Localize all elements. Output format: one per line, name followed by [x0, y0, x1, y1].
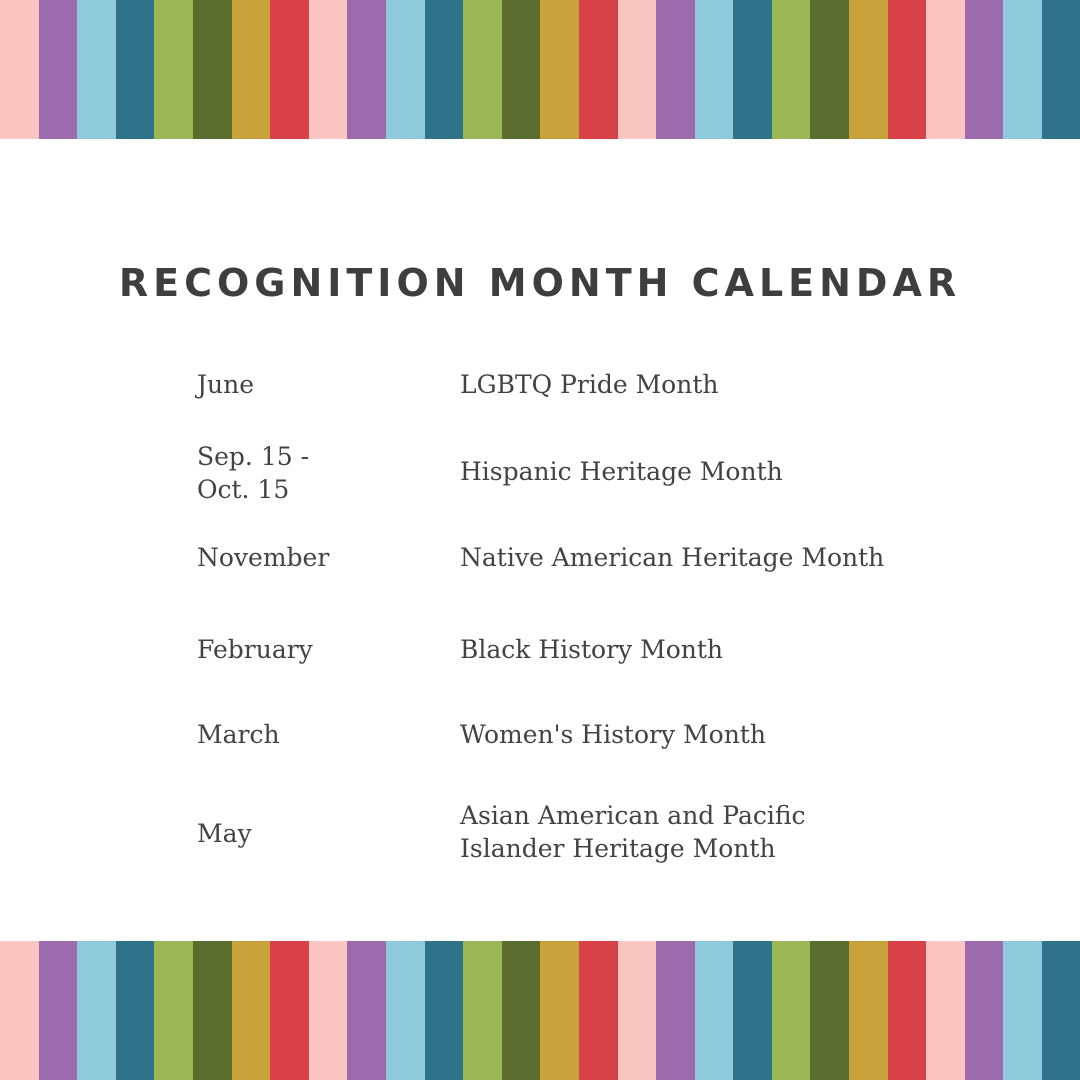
- row-date: November: [197, 543, 330, 572]
- color-stripe: [386, 0, 425, 139]
- bottom-stripe-banner: [0, 941, 1080, 1080]
- color-stripe: [154, 941, 193, 1080]
- color-stripe: [386, 941, 425, 1080]
- color-stripe: [270, 941, 309, 1080]
- color-stripe: [888, 941, 927, 1080]
- color-stripe: [463, 0, 502, 139]
- color-stripe: [733, 0, 772, 139]
- row-event: Native American Heritage Month: [460, 543, 885, 572]
- color-stripe: [0, 0, 39, 139]
- row-event: Black History Month: [460, 635, 724, 664]
- color-stripe: [810, 0, 849, 139]
- color-stripe: [116, 0, 155, 139]
- color-stripe: [1042, 941, 1080, 1080]
- page-title: RECOGNITION MONTH CALENDAR: [118, 261, 962, 306]
- color-stripe: [1003, 941, 1042, 1080]
- color-stripe: [579, 0, 618, 139]
- color-stripe: [656, 0, 695, 139]
- row-event: Women's History Month: [460, 720, 766, 749]
- color-stripe: [154, 0, 193, 139]
- top-stripe-banner: [0, 0, 1080, 139]
- color-stripe: [425, 941, 464, 1080]
- color-stripe: [965, 941, 1004, 1080]
- color-stripe: [193, 0, 232, 139]
- color-stripe: [425, 0, 464, 139]
- color-stripe: [232, 0, 271, 139]
- color-stripe: [888, 0, 927, 139]
- row-date: March: [197, 720, 280, 749]
- color-stripe: [733, 941, 772, 1080]
- color-stripe: [926, 0, 965, 139]
- row-date: May: [197, 819, 252, 848]
- color-stripe: [347, 941, 386, 1080]
- color-stripe: [772, 0, 811, 139]
- color-stripe: [309, 941, 348, 1080]
- color-stripe: [695, 0, 734, 139]
- color-stripe: [39, 941, 78, 1080]
- color-stripe: [926, 941, 965, 1080]
- color-stripe: [463, 941, 502, 1080]
- color-stripe: [193, 941, 232, 1080]
- color-stripe: [1042, 0, 1080, 139]
- row-date: Sep. 15 - Oct. 15: [197, 442, 310, 504]
- color-stripe: [810, 941, 849, 1080]
- color-stripe: [695, 941, 734, 1080]
- color-stripe: [502, 0, 541, 139]
- color-stripe: [232, 941, 271, 1080]
- color-stripe: [579, 941, 618, 1080]
- color-stripe: [116, 941, 155, 1080]
- row-date: February: [197, 635, 313, 664]
- color-stripe: [540, 941, 579, 1080]
- color-stripe: [618, 0, 657, 139]
- color-stripe: [656, 941, 695, 1080]
- row-date: June: [197, 370, 255, 399]
- color-stripe: [77, 0, 116, 139]
- color-stripe: [0, 941, 39, 1080]
- color-stripe: [347, 0, 386, 139]
- color-stripe: [618, 941, 657, 1080]
- color-stripe: [849, 941, 888, 1080]
- color-stripe: [502, 941, 541, 1080]
- row-event: LGBTQ Pride Month: [460, 370, 719, 399]
- color-stripe: [772, 941, 811, 1080]
- color-stripe: [540, 0, 579, 139]
- row-event: Asian American and Pacific Islander Heritage Month: [460, 801, 806, 863]
- color-stripe: [39, 0, 78, 139]
- color-stripe: [309, 0, 348, 139]
- color-stripe: [849, 0, 888, 139]
- color-stripe: [270, 0, 309, 139]
- color-stripe: [1003, 0, 1042, 139]
- color-stripe: [965, 0, 1004, 139]
- color-stripe: [77, 941, 116, 1080]
- row-event: Hispanic Heritage Month: [460, 457, 783, 486]
